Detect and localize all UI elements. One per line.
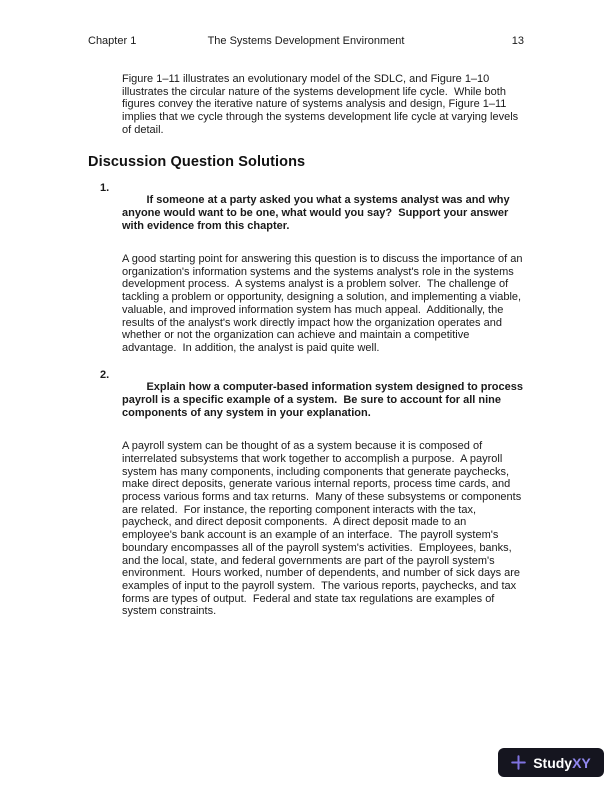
question-item-1	[88, 182, 524, 355]
question-2	[88, 368, 527, 433]
logo-text-xy: XY	[572, 754, 591, 771]
page-header	[88, 35, 524, 47]
question-text: If someone at a party asked you what a systems analyst was and why anyone would want to be one, what would you say? Support your answer with evidence from this chapter.	[122, 194, 513, 232]
answer-1: A good starting point for answering this question is to discuss the importance of an organization's information systems and the systems analyst's role in the systems development process. A systems analyst is a problem solver. The challenge of tackling a problem or opportunity, designing a solution, and implementing a viable, valuable, and improved information system has much appeal. Additionally, the results of the analyst's work directly impact how the organization operates and whether or not the organization can achieve and maintain a competitive advantage. In addition, the analyst is paid quite well.	[122, 253, 526, 354]
section-heading: Discussion Question Solutions	[88, 153, 306, 170]
header-page-number: 13	[511, 35, 524, 47]
header-chapter: Chapter 1	[88, 35, 137, 47]
plus-icon	[511, 755, 526, 770]
question-number: 2.	[100, 368, 110, 381]
header-title: The Systems Development Environment	[207, 35, 405, 47]
studyxy-logo	[498, 748, 604, 777]
question-item-2	[88, 368, 527, 618]
question-text: Explain how a computer-based information system designed to process payroll is a specific example of a system. Be sure to account for all nine components of any system in your explanation.	[122, 381, 527, 419]
logo-text-study: Study	[533, 754, 573, 771]
question-list	[88, 181, 527, 619]
answer-2: A payroll system can be thought of as a system because it is composed of interrelated subsystems that work together to accomplish a purpose. A payroll system has many components, including components that generate paychecks, make direct deposits, generate various internal reports, process time cards, and process various forms and tax returns. Many of these subsystems or components are related. For instance, the reporting component interacts with the tax, paycheck, and direct deposit components. A direct deposit made to an employee's bank account is an example of an interface. The payroll system's boundary encompasses all of the payroll system's activities. Employees, banks, and the local, state, and federal governments are part of the payroll system's environment. Hours worked, number of dependents, and number of sick days are examples of input to the payroll system. The various reports, paychecks, and tax forms are types of output. Federal and state tax regulations are examples of system constraints.	[122, 440, 525, 618]
logo-wordmark	[533, 756, 591, 770]
intro-paragraph: Figure 1–11 illustrates an evolutionary model of the SDLC, and Figure 1–10 illustrates the circular nature of the systems development life cycle. While both figures convey the iterative nature of systems analysis and design, Figure 1–11 implies that we cycle through the systems development life cycle at varying levels of detail.	[122, 73, 522, 136]
question-1	[88, 182, 524, 246]
question-number: 1.	[100, 181, 110, 194]
